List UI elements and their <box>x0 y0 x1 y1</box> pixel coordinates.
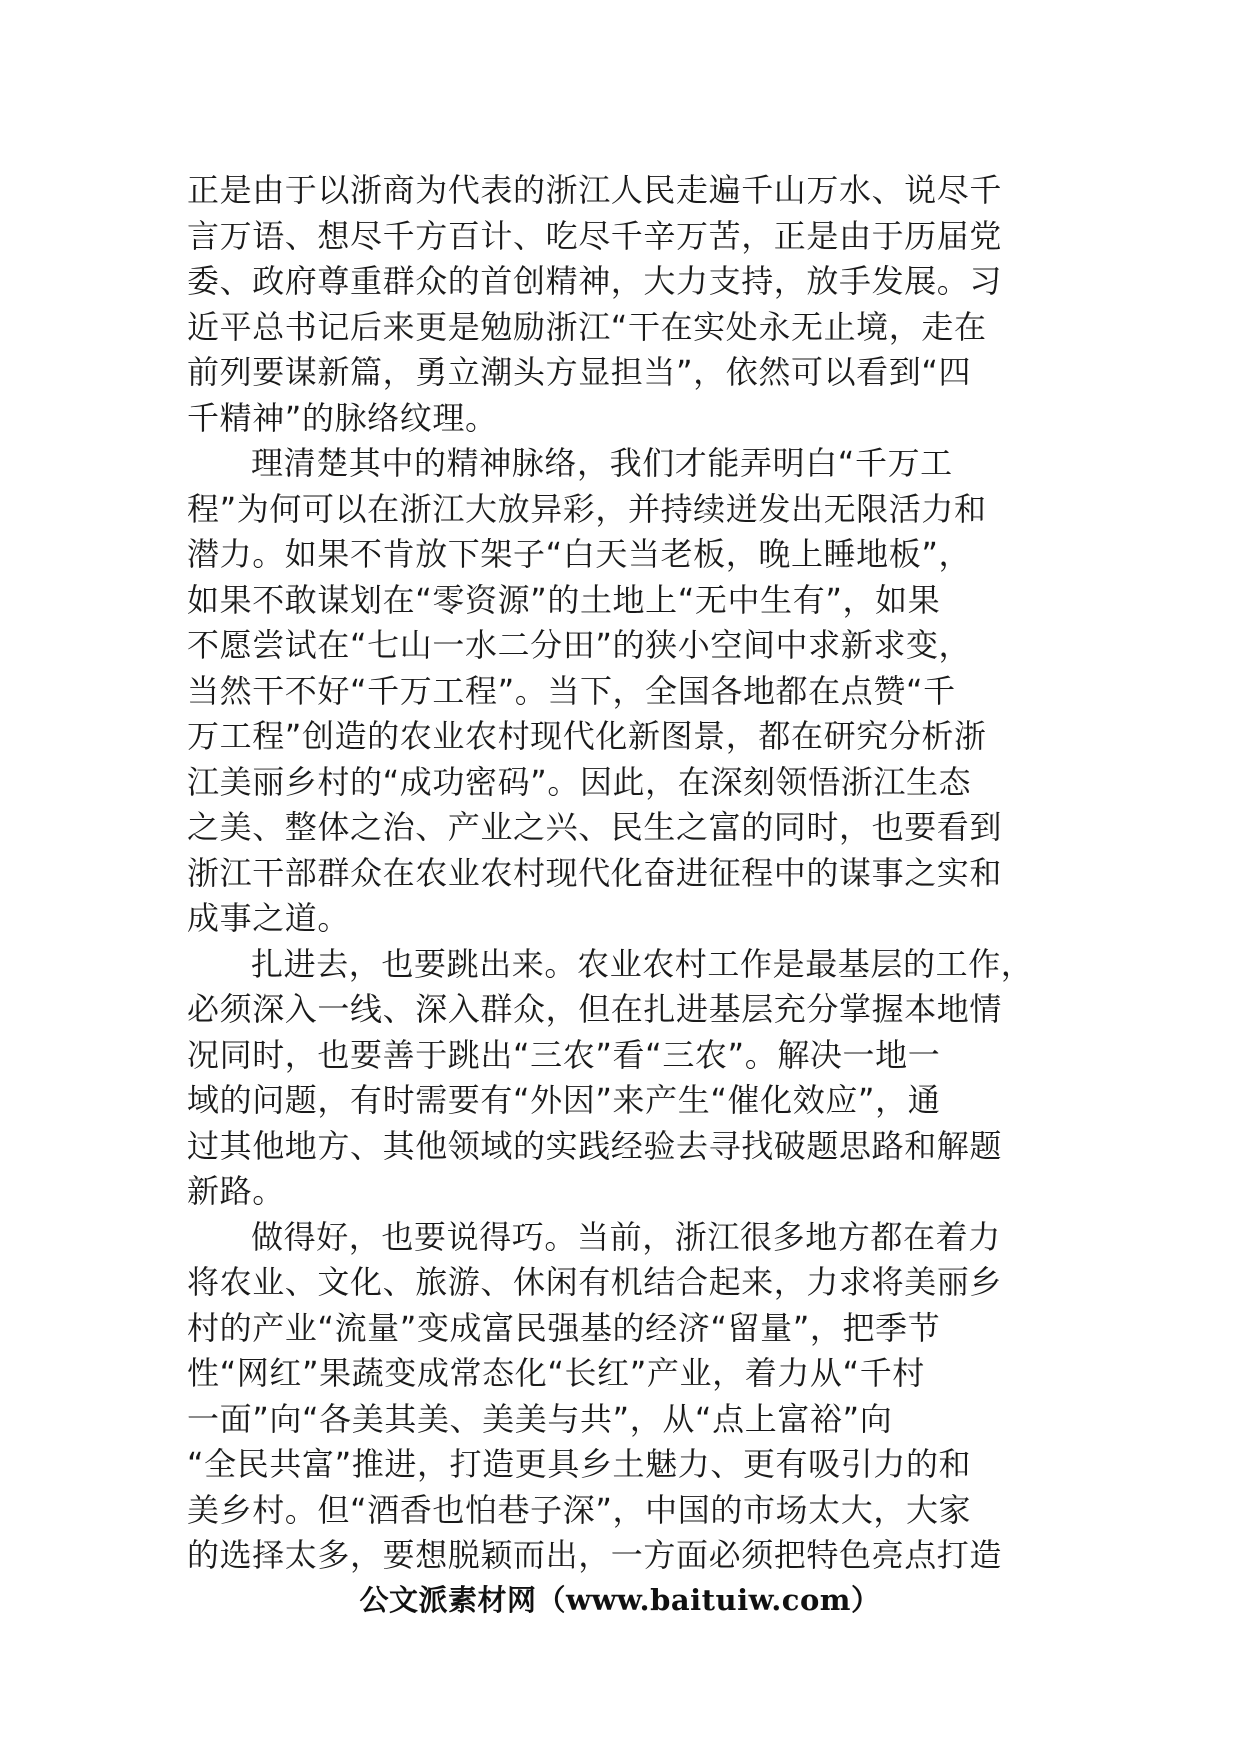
text-line: 前列要谋新篇，勇立潮头方显担当”，依然可以看到“四 <box>187 353 972 391</box>
paragraph <box>187 942 1059 1215</box>
text-line: 如果不敢谋划在“零资源”的土地上“无中生有”，如果 <box>187 580 941 619</box>
text-line: 万工程”创造的农业农村现代化新图景，都在研究分析浙 <box>187 717 987 755</box>
text-line: 过其他地方、其他领域的实践经验去寻找破题思路和解题 <box>187 1126 1003 1165</box>
text-line: 做得好，也要说得巧。当前，浙江很多地方都在着力 <box>251 1217 1001 1256</box>
text-line: 潜力。如果不肯放下架子“白天当老板，晚上睡地板”， <box>187 535 972 573</box>
text-line: 性“网红”果蔬变成常态化“长红”产业，着力从“千村 <box>187 1354 925 1392</box>
text-line: 理清楚其中的精神脉络，我们才能弄明白“千万工 <box>251 444 953 482</box>
text-line: 委、政府尊重群众的首创精神，大力支持，放手发展。习 <box>187 262 1003 300</box>
text-line: 程”为何可以在浙江大放异彩，并持续迸发出无限活力和 <box>187 489 987 528</box>
text-line: 正是由于以浙商为代表的浙江人民走遍千山万水、说尽千 <box>187 171 1003 209</box>
text-line: 新路。 <box>187 1172 285 1210</box>
footer-watermark: 公文派素材网（www.baituiw.com） <box>359 1583 881 1617</box>
text-line: 扎进去，也要跳出来。农业农村工作是最基层的工作， <box>251 944 1034 983</box>
text-line: 将农业、文化、旅游、休闲有机结合起来，力求将美丽乡 <box>187 1263 1003 1301</box>
text-line: 不愿尝试在“七山一水二分田”的狭小空间中求新求变， <box>187 626 972 664</box>
text-line: 江美丽乡村的“成功密码”。因此，在深刻领悟浙江生态 <box>187 762 972 801</box>
text-line: 言万语、想尽千方百计、吃尽千辛万苦，正是由于历届党 <box>187 216 1003 255</box>
text-line: “全民共富”推进，打造更具乡土魅力、更有吸引力的和 <box>187 1445 972 1483</box>
text-line: 村的产业“流量”变成富民强基的经济“留量”，把季节 <box>187 1308 941 1347</box>
text-line: 之美、整体之治、产业之兴、民生之富的同时，也要看到 <box>187 808 1003 846</box>
text-line: 美乡村。但“酒香也怕巷子深”，中国的市场太大，大家 <box>187 1490 972 1529</box>
paragraph <box>187 441 1059 942</box>
text-line: 必须深入一线、深入群众，但在扎进基层充分掌握本地情 <box>187 990 1003 1028</box>
text-line: 一面”向“各美其美、美美与共”，从“点上富裕”向 <box>187 1399 893 1438</box>
body-text <box>187 168 1059 1579</box>
text-line: 成事之道。 <box>187 899 351 937</box>
text-line: 况同时，也要善于跳出“三农”看“三农”。解决一地一 <box>187 1035 941 1074</box>
text-line: 浙江干部群众在农业农村现代化奋进征程中的谋事之实和 <box>187 853 1003 892</box>
paragraph <box>187 1215 1059 1579</box>
paragraph <box>187 168 1059 441</box>
text-line: 千精神”的脉络纹理。 <box>187 398 498 437</box>
text-line: 当然干不好“千万工程”。当下，全国各地都在点赞“千 <box>187 671 956 710</box>
text-line: 域的问题，有时需要有“外因”来产生“催化效应”，通 <box>187 1081 941 1119</box>
text-line: 近平总书记后来更是勉励浙江“干在实处永无止境，走在 <box>187 307 987 346</box>
text-line: 的选择太多，要想脱颖而出，一方面必须把特色亮点打造 <box>187 1536 1003 1574</box>
